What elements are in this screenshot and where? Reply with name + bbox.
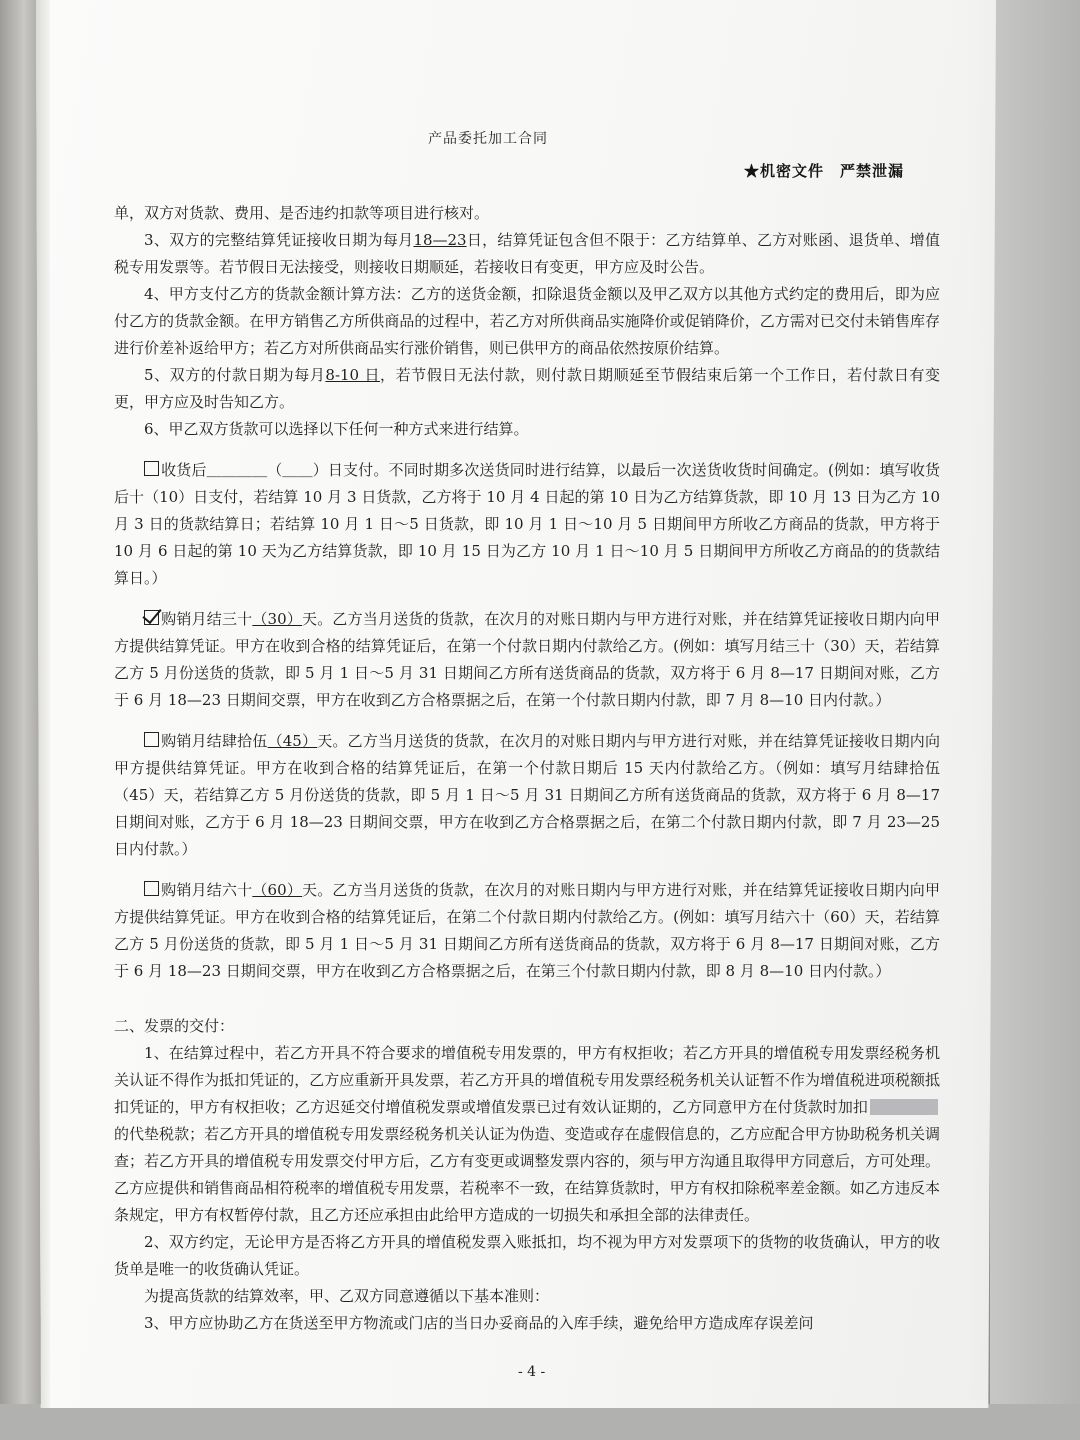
checkbox-monthly-60[interactable] bbox=[144, 881, 159, 896]
option-monthly-30: 购销月结三十（30）天。乙方当月送货的货款，在次月的对账日期内与甲方进行对账，并在结算凭证接收日期内向甲方提供结算凭证。甲方在收到合格的结算凭证后，在第一个付款日期内付款给乙方。(例如：填写月结三十（30）天，若结算乙方 5 月份送货的货款，即 5 月 1 日～5 月 31 日期间乙方所有送货商品的货款，双方将于 6 月 8—17 日期间对账，乙方于 6 月 18—23 日期间交票，甲方在收到乙方合格票据之后，在第一个付款日期内付款，即 7 月 8—10 日内付款。） bbox=[114, 610, 940, 709]
section-heading-invoice: 二、发票的交付： bbox=[114, 1017, 235, 1035]
invoice-clause-2: 2、双方约定，无论甲方是否将乙方开具的增值税发票入账抵扣，均不视为甲方对发票项下的货物的收货确认，甲方的收货单是唯一的收货确认凭证。 bbox=[114, 1233, 940, 1278]
clause-4: 4、甲方支付乙方的货款金额计算方法：乙方的送货金额，扣除退货金额以及甲乙双方以其他方式约定的费用后，即为应付乙方的货款金额。在甲方销售乙方所供商品的过程中，若乙方对所供商品实施降价或促销降价，乙方需对已交付未销售库存进行价差补返给甲方；若乙方对所供商品实行涨价销售，则已供甲方的商品依然按原价结算。 bbox=[114, 285, 940, 357]
checkbox-receipt-days[interactable] bbox=[144, 461, 159, 476]
page-number: - 4 - bbox=[518, 1364, 546, 1380]
desk-surface-left bbox=[0, 0, 40, 1440]
option-monthly-60: 购销月结六十（60）天。乙方当月送货的货款，在次月的对账日期内与甲方进行对账，并在结算凭证接收日期内向甲方提供结算凭证。甲方在收到合格的结算凭证后，在第二个付款日期内付款给乙方。(例如：填写月结六十（60）天，若结算乙方 5 月份送货的货款，即 5 月 1 日～5 月 31 日期间乙方所有送货商品的货款，双方将于 6 月 8—17 日期间对账，乙方于 6 月 18—23 日期间交票，甲方在收到乙方合格票据之后，在第三个付款日期内付款，即 8 月 8—10 日内付款。） bbox=[114, 881, 940, 980]
settlement-principle: 为提高货款的结算效率，甲、乙双方同意遵循以下基本准则： bbox=[144, 1287, 550, 1305]
clause-6: 6、甲乙双方货款可以选择以下任何一种方式来进行结算。 bbox=[144, 420, 529, 438]
blank-days-field: ＿＿＿＿（＿＿） bbox=[206, 461, 328, 479]
contract-body bbox=[114, 200, 940, 1337]
checkbox-monthly-30[interactable] bbox=[144, 610, 159, 625]
clause-3-date-range: 18—23 bbox=[413, 231, 467, 249]
option-monthly-45: 购销月结肆拾伍（45）天。乙方当月送货的货款，在次月的对账日期内与甲方进行对账，并在结算凭证接收日期内向甲方提供结算凭证。甲方在收到合格的结算凭证后，在第一个付款日期后 15 天内付款给乙方。（例如：填写月结肆拾伍（45）天，若结算乙方 5 月份送货的货款，即 5 月 1 日～5 月 31 日期间乙方所有送货商品的货款，双方将于 6 月 8—17 日期间对账，乙方于 6 月 18—23 日期间交票，甲方在收到乙方合格票据之后，在第二个付款日期内付款，即 7 月 23—25 日内付款。） bbox=[114, 732, 940, 858]
desk-surface-bottom bbox=[0, 1404, 1080, 1440]
paragraph-continuation: 单，双方对货款、费用、是否违约扣款等项目进行核对。 bbox=[114, 204, 490, 222]
checkbox-monthly-45[interactable] bbox=[144, 732, 159, 747]
document-title: 产品委托加工合同 bbox=[428, 131, 548, 147]
invoice-clause-1: 1、在结算过程中，若乙方开具不符合要求的增值税专用发票的，甲方有权拒收；若乙方开具的增值税专用发票经税务机关认证不得作为抵扣凭证的，乙方应重新开具发票，若乙方开具的增值税专用发票经税务机关认证暂不作为增值税进项税额抵扣凭证的，甲方有权拒收；乙方迟延交付增值税发票或增值发票已过有效认证期的，乙方同意甲方在付货款时加扣的代垫税款；若乙方开具的增值税专用发票经税务机关认证为伪造、变造或存在虚假信息的，乙方应配合甲方协助税务机关调查；若乙方开具的增值税专用发票交付甲方后，乙方有变更或调整发票内容的，须与甲方沟通且取得甲方同意后，方可处理。乙方应提供和销售商品相符税率的增值税专用发票，若税率不一致，在结算货款时，甲方有权扣除税率差金额。如乙方违反本条规定，甲方有权暂停付款，且乙方还应承担由此给甲方造成的一切损失和承担全部的法律责任。 bbox=[114, 1044, 940, 1224]
redacted-amount bbox=[870, 1099, 938, 1115]
rule-3: 3、甲方应协助乙方在货送至甲方物流或门店的当日办妥商品的入库手续，避免给甲方造成库存误差问 bbox=[144, 1314, 814, 1332]
clause-5-date-range: 8-10 日 bbox=[325, 366, 381, 384]
clause-3: 3、双方的完整结算凭证接收日期为每月18—23日，结算凭证包含但不限于：乙方结算单、乙方对账函、退货单、增值税专用发票等。若节假日无法接受，则接收日期顺延，若接收日有变更，甲方应及时公告。 bbox=[114, 231, 940, 276]
confidential-label: ★机密文件 严禁泄漏 bbox=[744, 162, 905, 180]
clause-5: 5、双方的付款日期为每月8-10 日，若节假日无法付款，则付款日期顺延至节假结束后第一个工作日，若付款日有变更，甲方应及时告知乙方。 bbox=[114, 366, 940, 411]
option-receipt-days: 收货后＿＿＿＿（＿＿）日支付。不同时期多次送货同时进行结算，以最后一次送货收货时间确定。(例如：填写收货后十（10）日支付，若结算 10 月 3 日货款，乙方将于 10 月 4 日起的第 10 日为乙方结算货款，即 10 月 13 日为乙方 10 月 3 日的货款结算日；若结算 10 月 1 日～5 日货款，即 10 月 1 日～10 月 5 日期间甲方所收乙方商品的货款，甲方将于 10 月 6 日起的第 10 天为乙方结算货款，即 10 月 15 日为乙方 10 月 1 日～10 月 5 日期间甲方所收乙方商品的的货款结算日。） bbox=[114, 461, 940, 587]
desk-surface-right bbox=[990, 0, 1080, 1440]
